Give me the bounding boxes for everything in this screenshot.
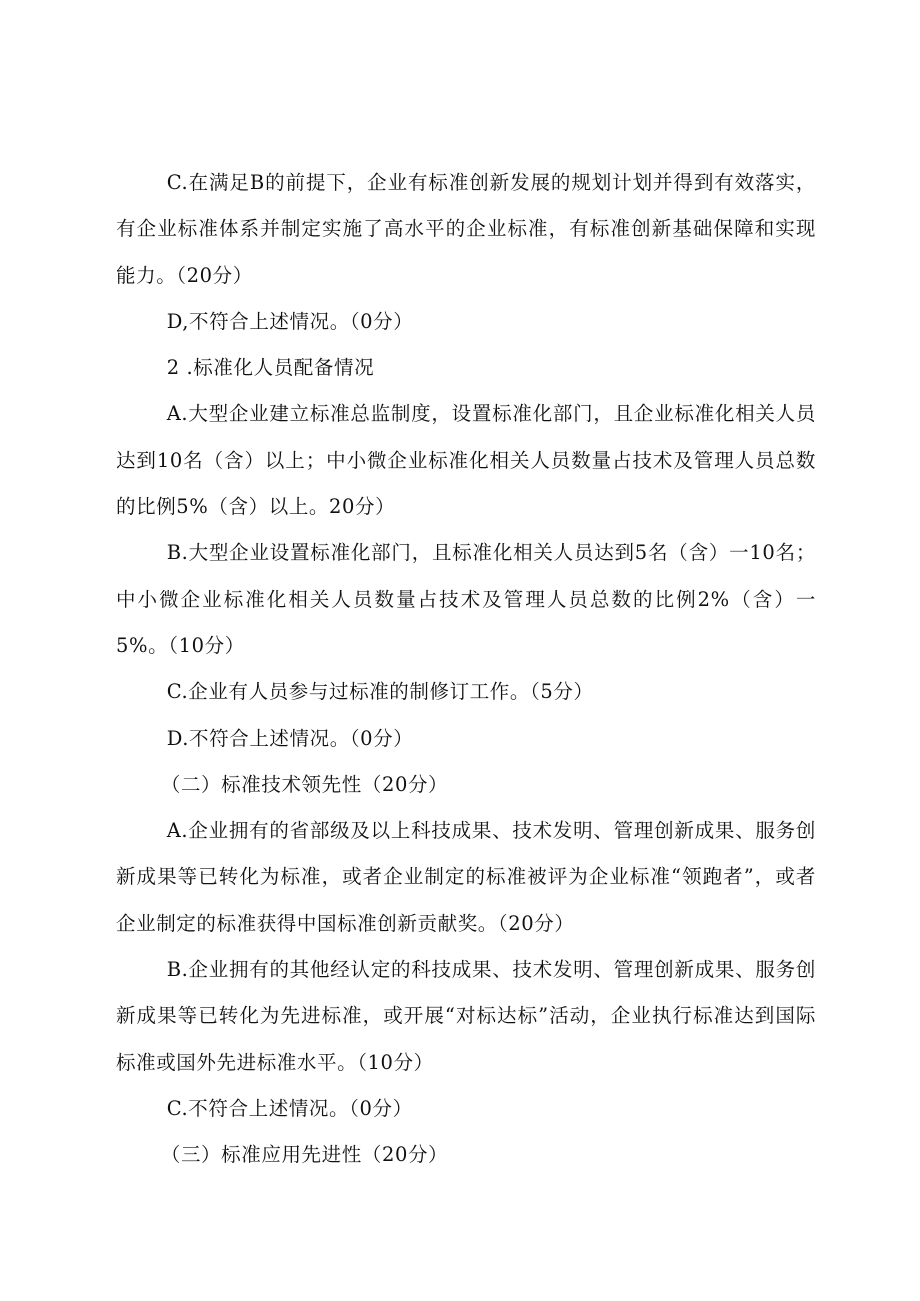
option-d-none: D,不符合上述情况。（0分）: [166, 309, 414, 333]
option-b-tech: B.企业拥有的其他经认定的科技成果、技术发明、管理创新成果、服务创新成果等已转化为先进标准，或开展“对标达标”活动，企业执行标准达到国际标准或国外先进标准水平。（10分）: [116, 958, 816, 1074]
option-c-innovation-plan: C.在满足B的前提下，企业有标准创新发展的规划计划并得到有效落实，有企业标准体系并制定实施了高水平的企业标准，有标准创新基础保障和实现能力。（20分）: [116, 171, 816, 287]
subheading-staffing: 2 .标准化人员配备情况: [166, 356, 375, 380]
option-a-tech: A.企业拥有的省部级及以上科技成果、技术发明、管理创新成果、服务创新成果等已转化为标准，或者企业制定的标准被评为企业标准“领跑者”，或者企业制定的标准获得中国标准创新贡献奖。（20分）: [116, 819, 816, 935]
option-b-staffing: B.大型企业设置标准化部门，且标准化相关人员达到5名（含）一10名；中小微企业标准化相关人员数量占技术及管理人员总数的比例2%（含）一5%。（10分）: [116, 541, 816, 657]
option-c-tech: C.不符合上述情况。（0分）: [166, 1096, 413, 1120]
option-a-staffing: A.大型企业建立标准总监制度，设置标准化部门，且企业标准化相关人员达到10名（含）以上；中小微企业标准化相关人员数量占技术及管理人员总数的比例5%（含）以上。20分）: [116, 402, 816, 519]
option-d-staffing: D.不符合上述情况。（0分）: [166, 726, 414, 750]
document-page: [116, 160, 816, 1179]
option-c-staffing: C.企业有人员参与过标准的制修订工作。（5分）: [166, 680, 594, 704]
section-application-advancement: （三）标准应用先进性（20分）: [160, 1143, 449, 1167]
section-tech-leadership: （二）标准技术领先性（20分）: [160, 772, 449, 796]
